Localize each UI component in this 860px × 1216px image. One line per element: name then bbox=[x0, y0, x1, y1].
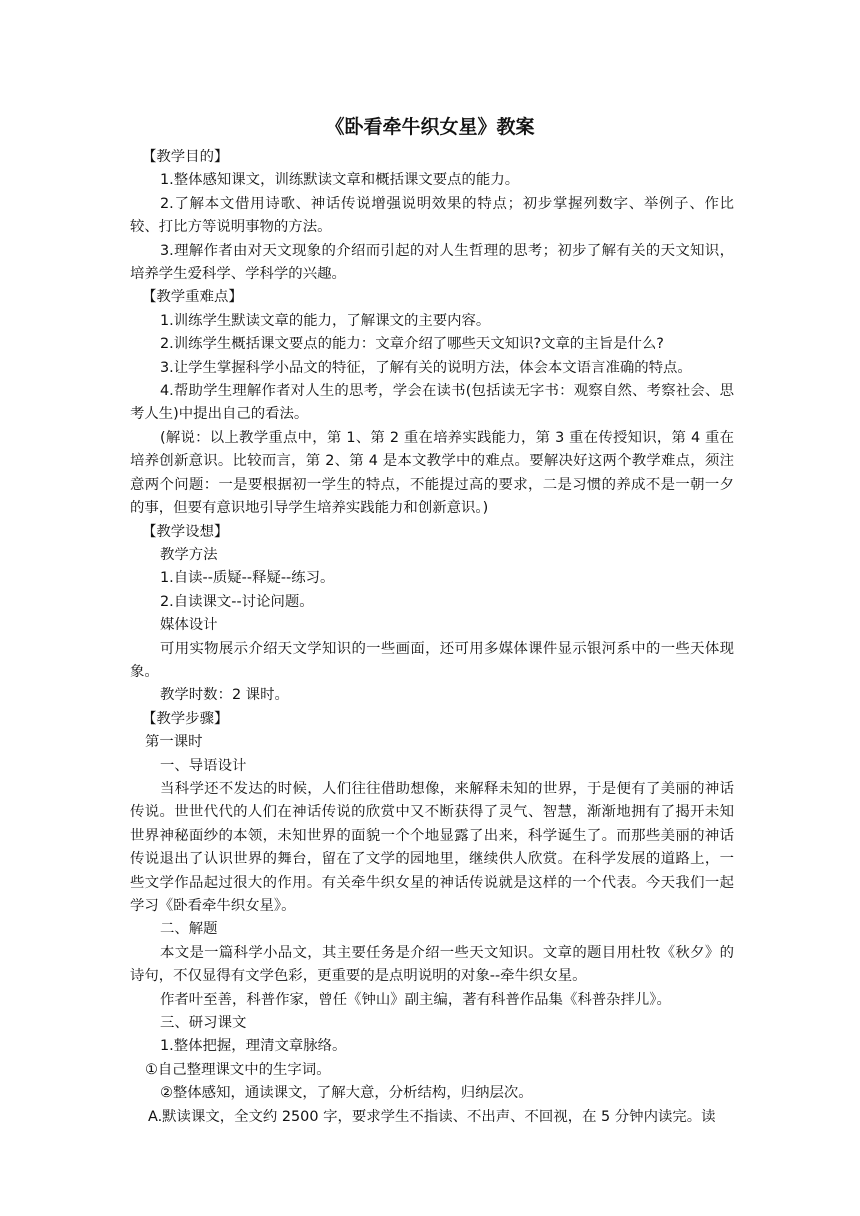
paragraph: 教学时数：2 课时。 bbox=[160, 687, 289, 704]
paragraph: 3.理解作者由对天文现象的介绍而引起的对人生哲理的思考；初步了解有关的天文知识，培养学生爱科学、学科学的兴趣。 bbox=[130, 242, 734, 283]
paragraph: 1.整体把握，理清文章脉络。 bbox=[160, 1038, 347, 1055]
paragraph: 2.了解本文借用诗歌、神话传说增强说明效果的特点；初步掌握列数字、举例子、作比较、打比方等说明事物的方法。 bbox=[130, 195, 734, 236]
paragraph: ②整体感知，通读课文，了解大意，分析结构，归纳层次。 bbox=[160, 1085, 533, 1102]
paragraph: 三、研习课文 bbox=[160, 1015, 247, 1032]
paragraph: 二、解题 bbox=[160, 921, 218, 938]
paragraph: ①自己整理课文中的生字词。 bbox=[145, 1061, 331, 1078]
paragraph: 2.训练学生概括课文要点的能力：文章介绍了哪些天文知识?文章的主旨是什么? bbox=[160, 336, 664, 353]
paragraph: 【教学设想】 bbox=[142, 523, 229, 540]
paragraph: 【教学步骤】 bbox=[142, 710, 229, 727]
paragraph: 1.自读--质疑--释疑--练习。 bbox=[160, 570, 335, 587]
paragraph: 本文是一篇科学小品文，其主要任务是介绍一些天文知识。文章的题目用杜牧《秋夕》的诗句，不仅显得有文学色彩，更重要的是点明说明的对象--牵牛织女星。 bbox=[130, 944, 734, 985]
paragraph: 4.帮助学生理解作者对人生的思考，学会在读书(包括读无字书：观察自然、考察社会、思考人生)中提出自己的看法。 bbox=[130, 383, 734, 423]
paragraph: 2.自读课文--讨论问题。 bbox=[160, 593, 314, 610]
paragraph: (解说：以上教学重点中，第 1、第 2 重在培养实践能力，第 3 重在传授知识，第 4 重在培养创新意识。比较而言，第 2、第 4 是本文教学中的难点。要解决好这两个教学难点，须注意两个问题：一是要根据初一学生的特点，不能提过高的要求，二是习惯的养成不是一朝一夕的事，但要有意识地引导学生培养实践能力和创新意识。) bbox=[130, 429, 734, 517]
paragraph: 一、导语设计 bbox=[160, 757, 247, 774]
paragraph: A.默读课文，全文约 2500 字，要求学生不指读、不出声、不回视，在 5 分钟内读完。读 bbox=[148, 1108, 716, 1125]
paragraph: 作者叶至善，科普作家，曾任《钟山》副主编，著有科普作品集《科普杂拌儿》。 bbox=[160, 991, 671, 1008]
paragraph: 当科学还不发达的时候，人们往往借助想像，来解释未知的世界，于是便有了美丽的神话传说。世世代代的人们在神话传说的欣赏中又不断获得了灵气、智慧，渐渐地拥有了揭开未知世界神秘面纱的本领，未知世界的面貌一个个地显露了出来，科学诞生了。而那些美丽的神话传说退出了认识世界的舞台，留在了文学的园地里，继续供人欣赏。在科学发展的道路上，一些文学作品起过很大的作用。有关牵牛织女星的神话传说就是这样的一个代表。今天我们一起学习《卧看牵牛织女星》。 bbox=[130, 780, 734, 914]
paragraph: 1.训练学生默读文章的能力，了解课文的主要内容。 bbox=[160, 312, 491, 329]
document-body bbox=[130, 146, 734, 1129]
paragraph: 可用实物展示介绍天文学知识的一些画面，还可用多媒体课件显示银河系中的一些天体现象。 bbox=[130, 640, 734, 680]
paragraph: 媒体设计 bbox=[160, 617, 218, 634]
paragraph: 第一课时 bbox=[145, 734, 203, 751]
paragraph: 【教学目的】 bbox=[142, 149, 229, 165]
paragraph: 1.整体感知课文，训练默读文章和概括课文要点的能力。 bbox=[160, 172, 520, 189]
paragraph: 【教学重难点】 bbox=[142, 289, 243, 306]
document-title: 《卧看牵牛织女星》教案 bbox=[325, 116, 535, 138]
paragraph: 3.让学生掌握科学小品文的特征，了解有关的说明方法，体会本文语言准确的特点。 bbox=[160, 359, 692, 376]
paragraph: 教学方法 bbox=[160, 546, 218, 563]
